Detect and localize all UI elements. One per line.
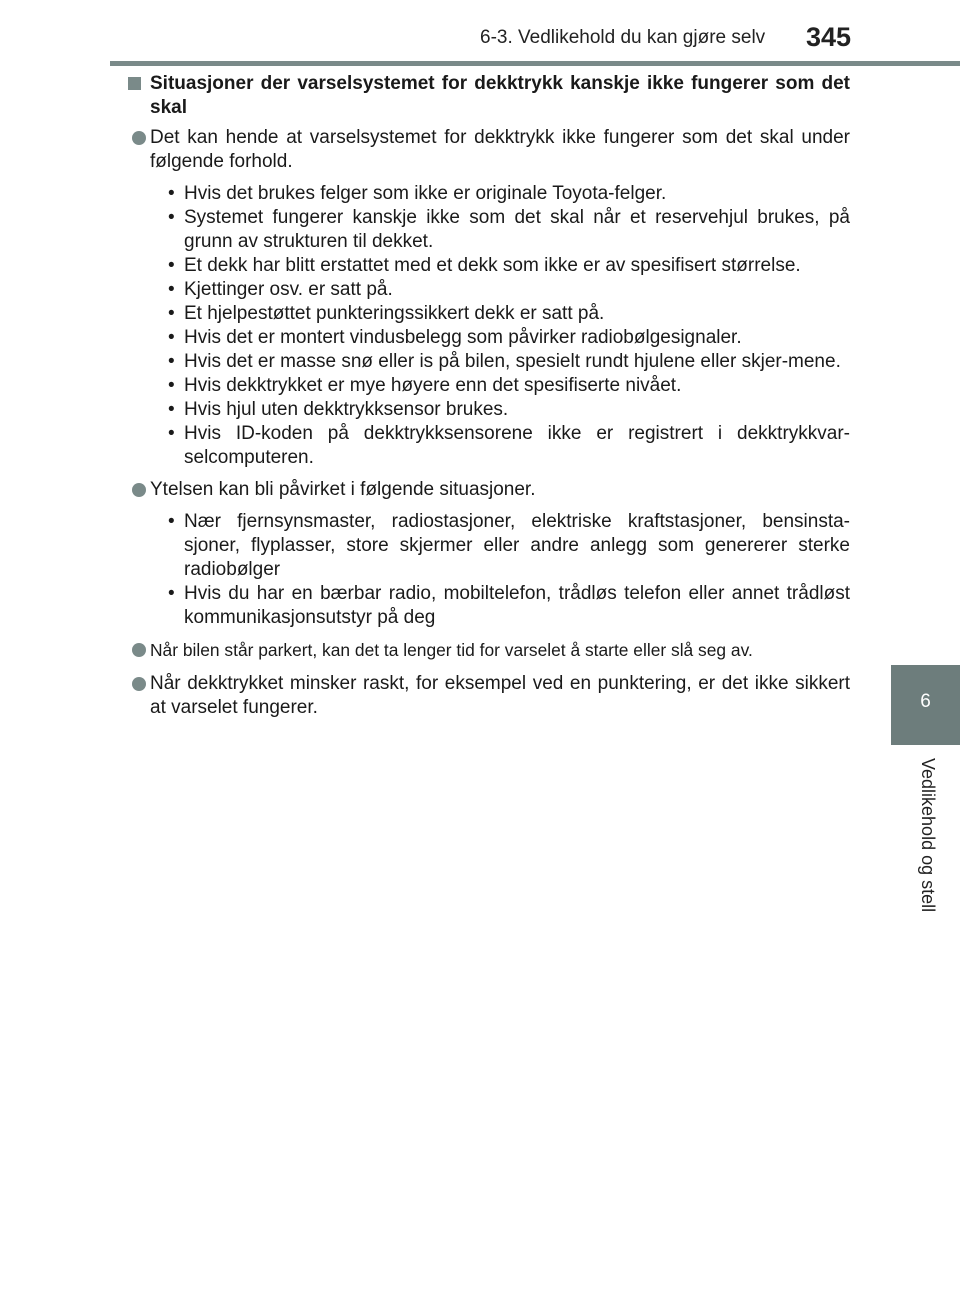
list-item: • Hvis dekktrykket er mye høyere enn det spesifiserte nivået. xyxy=(168,375,682,396)
circle-bullet-icon xyxy=(132,677,146,691)
paragraph-text: Når bilen står parkert, kan det ta lenger tid for varselet å starte eller slå seg av. xyxy=(150,640,753,660)
chapter-tab xyxy=(891,665,960,745)
chapter-tab-label: Vedlikehold og stell xyxy=(918,758,938,913)
list-item: • Hvis hjul uten dekktrykksensor brukes. xyxy=(168,399,509,420)
chapter-tab-number: 6 xyxy=(920,691,931,712)
list-item: • Nær fjernsynsmaster, radiostasjoner, elektriske kraftstasjoner, bensinsta-sjoner, flyplasser, store skjermer eller andre anlegg som genererer sterke radiobølger xyxy=(168,511,850,580)
paragraph-2 xyxy=(128,478,850,502)
list-item: • Hvis det brukes felger som ikke er originale Toyota-felger. xyxy=(168,183,667,204)
dot-bullet-icon: • xyxy=(168,207,175,228)
list-item: • Hvis det er montert vindusbelegg som påvirker radiobølgesignaler. xyxy=(168,327,742,348)
dot-bullet-icon: • xyxy=(168,255,175,276)
paragraph-text: Det kan hende at varselsystemet for dekktrykk ikke fungerer som det skal under følgende forhold. xyxy=(150,127,850,172)
circle-bullet-icon xyxy=(132,131,146,145)
paragraph-1 xyxy=(128,126,850,174)
dot-bullet-icon: • xyxy=(168,399,175,420)
header-divider xyxy=(110,61,960,66)
paragraph-3 xyxy=(128,638,850,662)
list-item: • Et dekk har blitt erstattet med et dekk som ikke er av spesifisert størrelse. xyxy=(168,255,801,276)
bullet-list-2 xyxy=(128,510,850,630)
list-item: • Et hjelpestøttet punkteringssikkert dekk er satt på. xyxy=(168,303,605,324)
section-heading-text: Situasjoner der varselsystemet for dekktrykk kanskje ikke fungerer som det skal xyxy=(150,73,850,118)
list-item: • Hvis det er masse snø eller is på bilen, spesielt rundt hjulene eller skjer-mene. xyxy=(168,351,841,372)
square-bullet-icon xyxy=(128,77,141,90)
dot-bullet-icon: • xyxy=(168,303,175,324)
dot-bullet-icon: • xyxy=(168,375,175,396)
header-title: 6-3. Vedlikehold du kan gjøre selv xyxy=(480,27,766,48)
list-item: • Hvis ID-koden på dekktrykksensorene ikke er registrert i dekktrykkvar-selcomputeren. xyxy=(168,423,850,468)
dot-bullet-icon: • xyxy=(168,583,175,604)
paragraph-text: Når dekktrykket minsker raskt, for eksempel ved en punktering, er det ikke sikkert at varselet fungerer. xyxy=(150,673,850,718)
dot-bullet-icon: • xyxy=(168,183,175,204)
dot-bullet-icon: • xyxy=(168,279,175,300)
dot-bullet-icon: • xyxy=(168,423,175,444)
circle-bullet-icon xyxy=(132,643,146,657)
paragraph-4 xyxy=(128,672,850,720)
list-item: • Kjettinger osv. er satt på. xyxy=(168,279,393,300)
dot-bullet-icon: • xyxy=(168,511,175,532)
list-item: • Systemet fungerer kanskje ikke som det skal når et reservehjul brukes, på grunn av strukturen til dekket. xyxy=(168,207,850,252)
section-heading xyxy=(128,72,850,120)
dot-bullet-icon: • xyxy=(168,351,175,372)
circle-bullet-icon xyxy=(132,483,146,497)
dot-bullet-icon: • xyxy=(168,327,175,348)
paragraph-text: Ytelsen kan bli påvirket i følgende situasjoner. xyxy=(150,479,536,500)
page-content xyxy=(128,72,850,720)
bullet-list-1 xyxy=(128,182,850,470)
page-number: 345 xyxy=(806,22,852,52)
list-item: • Hvis du har en bærbar radio, mobiltelefon, trådløs telefon eller annet trådløst kommunikasjonsutstyr på deg xyxy=(168,583,850,628)
